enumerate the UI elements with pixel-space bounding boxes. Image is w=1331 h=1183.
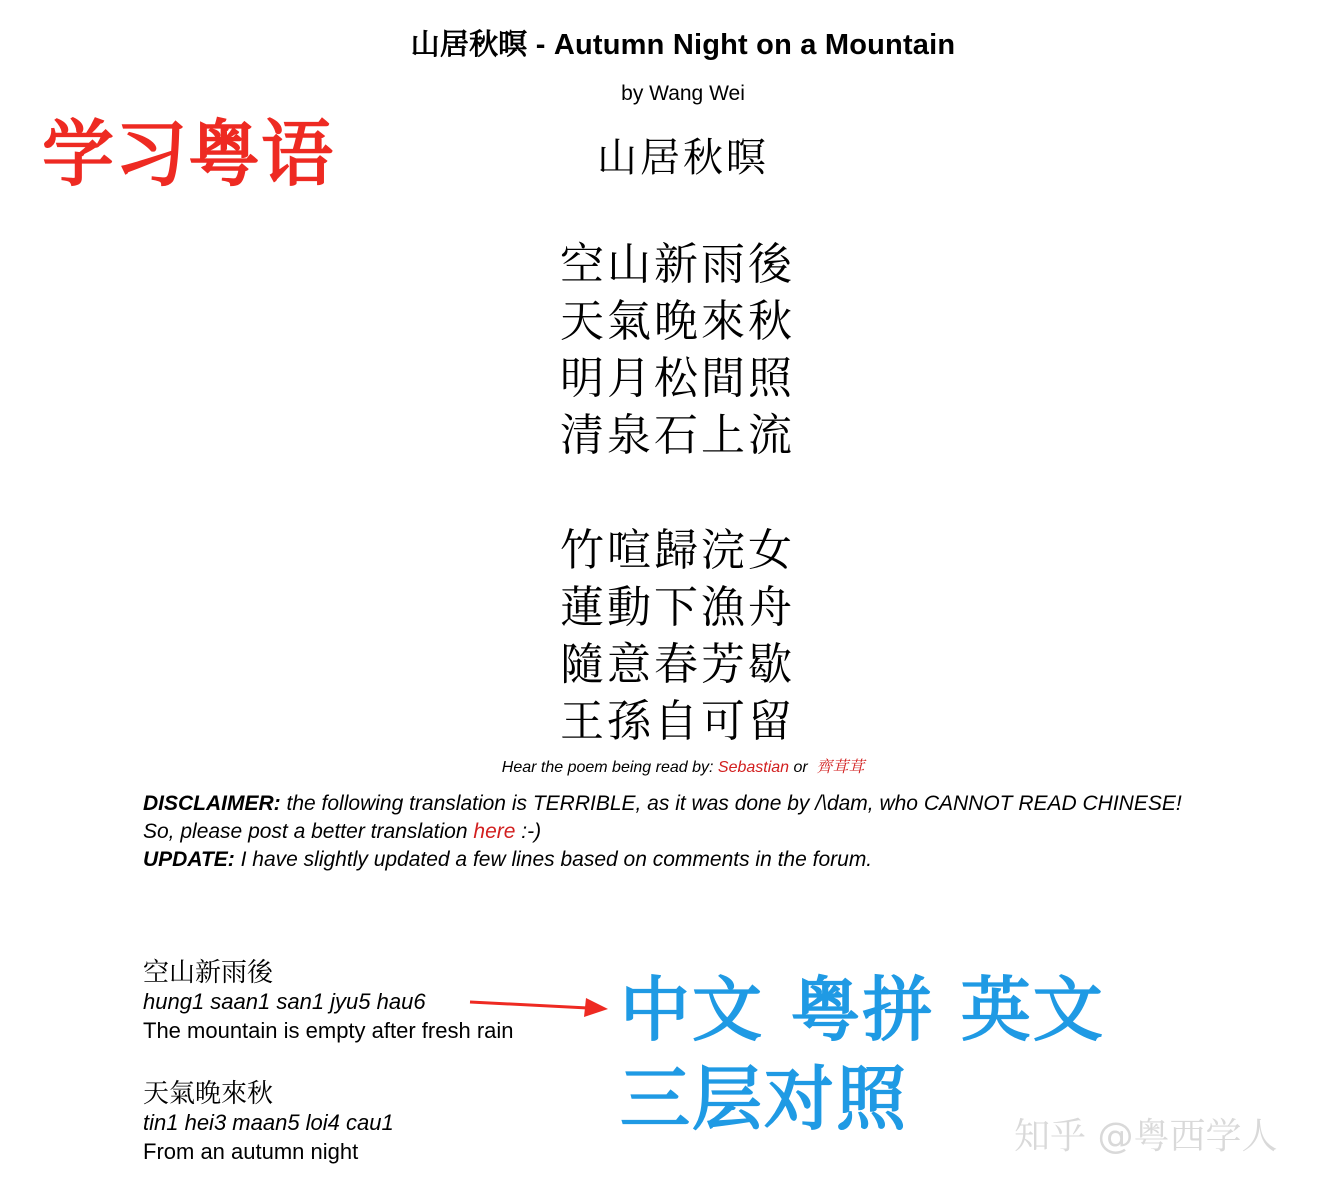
red-arrow-icon [468, 990, 613, 1020]
poem-line: 空山新雨後 [560, 239, 795, 290]
audio-prefix: Hear the poem being read by: [501, 759, 714, 776]
poem-line: 竹喧歸浣女 [560, 525, 795, 576]
poem-line: 天氣晚來秋 [560, 296, 795, 347]
line-english: The mountain is empty after fresh rain [143, 1018, 514, 1043]
author-line: by Wang Wei [621, 82, 745, 105]
line-chinese: 空山新雨後 [143, 957, 274, 987]
three-layer-label-line1: 中文 粤拼 英文 [620, 969, 1105, 1051]
post-suffix: :-) [521, 820, 542, 843]
poem-line: 蓮動下漁舟 [560, 582, 795, 633]
learn-cantonese-label: 学习粤语 [42, 112, 335, 196]
translation-line-1 [143, 957, 514, 1045]
update-text: I have slightly updated a few lines based on comments in the forum. [240, 848, 873, 871]
update-line [143, 846, 1223, 874]
translation-line-2 [143, 1078, 394, 1166]
line-english: From an autumn night [143, 1139, 359, 1164]
zhihu-watermark: 知乎 @粤西学人 [1014, 1116, 1278, 1157]
post-prefix: So, please post a better translation [143, 820, 468, 843]
disclaimer-label: DISCLAIMER: [143, 792, 281, 815]
poem-line: 明月松間照 [560, 353, 795, 404]
disclaimer-text [143, 790, 1223, 818]
audio-or: or [793, 759, 808, 776]
poem-line: 隨意春芳歇 [560, 639, 795, 690]
post-translation-line [143, 818, 1223, 846]
page-title: 山居秋暝 - Autumn Night on a Mountain [410, 29, 956, 61]
reader-sebastian-link[interactable]: Sebastian [717, 759, 790, 776]
reader-2-link[interactable]: 齊茸茸 [816, 759, 865, 776]
disclaimer-body: the following translation is TERRIBLE, as it was done by /\dam, who CANNOT READ CHINESE! [286, 792, 1182, 815]
post-here-link[interactable]: here [473, 820, 516, 843]
poem-line: 清泉石上流 [560, 410, 795, 461]
line-chinese: 天氣晚來秋 [143, 1078, 274, 1108]
line-jyutping: tin1 hei3 maan5 loi4 cau1 [143, 1110, 394, 1135]
update-label: UPDATE: [143, 848, 235, 871]
three-layer-label-line2: 三层对照 [620, 1058, 908, 1140]
poem-stanza-1 [560, 236, 820, 464]
poem-title: 山居秋暝 [597, 135, 769, 181]
audio-readers [0, 754, 1331, 777]
line-jyutping: hung1 saan1 san1 jyu5 hau6 [143, 989, 426, 1014]
poem-line: 王孫自可留 [560, 696, 795, 747]
poem-stanza-2 [560, 522, 820, 750]
disclaimer-block [143, 790, 1223, 874]
